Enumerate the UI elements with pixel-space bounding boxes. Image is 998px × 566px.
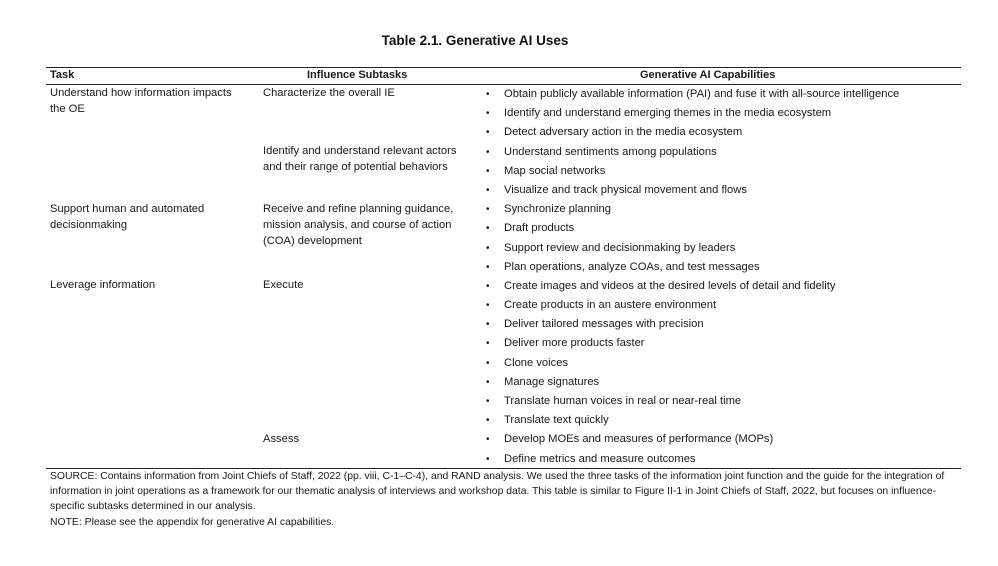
subtask-cell: Execute: [263, 279, 304, 291]
capability-text: Visualize and track physical movement and flows: [504, 183, 747, 196]
header-generative-ai-capabilities: Generative AI Capabilities: [640, 69, 776, 81]
capability-item: [486, 104, 899, 123]
capability-text: Create products in an austere environment: [504, 299, 717, 312]
capability-item: [486, 123, 899, 142]
generative-ai-uses-table: [46, 67, 961, 469]
table-body: [46, 85, 961, 469]
bullet-icon: •: [486, 184, 490, 196]
bullet-icon: •: [486, 357, 490, 369]
capability-text: Understand sentiments among populations: [504, 145, 717, 158]
bullet-icon: •: [486, 223, 490, 235]
capability-text: Synchronize planning: [504, 203, 611, 216]
capability-text: Translate text quickly: [504, 414, 609, 427]
capability-item: [486, 315, 899, 334]
header-task: Task: [50, 69, 75, 81]
capability-item: [486, 296, 899, 315]
capability-text: Obtain publicly available information (PAI) and fuse it with all-source intelligence: [504, 88, 900, 100]
capability-text: Deliver tailored messages with precision: [504, 318, 704, 331]
capability-item: [486, 162, 899, 181]
subtask-cell: Receive and refine planning guidance, mission analysis, and course of action (COA) development: [263, 203, 454, 247]
task-cell: Understand how information impacts the OE: [50, 87, 232, 115]
capability-text: Clone voices: [504, 356, 569, 369]
bullet-icon: •: [486, 261, 490, 273]
table-header: [46, 68, 961, 85]
subtask-cell: Characterize the overall IE: [263, 87, 395, 99]
capability-item: [486, 430, 899, 449]
capability-item: [486, 450, 899, 469]
bullet-icon: •: [486, 146, 490, 158]
bullet-icon: •: [486, 415, 490, 427]
bullet-icon: •: [486, 300, 490, 312]
bullet-icon: •: [486, 108, 490, 120]
source-note: SOURCE: Contains information from Joint Chiefs of Staff, 2022 (pp. viii, C-1–C-4), and RAND analysis. We used the three tasks of the information joint function and the guide for the integration of information in joint operations as a framework for our thematic analysis of interviews and workshop data. This table is similar to Figure II-1 in Joint Chiefs of Staff, 2022, but focuses on influence-specific subtasks determined in our analysis.: [50, 471, 945, 513]
capability-item: [486, 239, 899, 258]
bullet-icon: •: [486, 89, 490, 100]
capability-text: Define metrics and measure outcomes: [504, 452, 696, 465]
capability-item: [486, 85, 899, 104]
capability-item: [486, 411, 899, 430]
task-cell: Support human and automated decisionmaking: [50, 203, 205, 231]
capability-text: Create images and videos at the desired levels of detail and fidelity: [504, 279, 836, 292]
capability-item: [486, 219, 899, 238]
bullet-icon: •: [486, 204, 490, 216]
capability-item: [486, 143, 899, 162]
bullet-icon: •: [486, 338, 490, 350]
capability-item: [486, 258, 899, 277]
bullet-icon: •: [486, 319, 490, 331]
capability-text: Deliver more products faster: [504, 337, 645, 350]
table-title: Table 2.1. Generative AI Uses: [381, 33, 569, 48]
bullet-icon: •: [486, 127, 490, 139]
capability-item: [486, 392, 899, 411]
capability-text: Plan operations, analyze COAs, and test messages: [504, 260, 760, 273]
capability-item: [486, 277, 899, 296]
capability-text: Translate human voices in real or near-real time: [504, 395, 742, 407]
subtask-cell: Identify and understand relevant actors and their range of potential behaviors: [263, 145, 457, 173]
bullet-icon: •: [486, 165, 490, 177]
capability-text: Manage signatures: [504, 375, 600, 388]
capabilities-list: [486, 85, 899, 469]
bullet-icon: •: [486, 280, 490, 292]
bullet-icon: •: [486, 453, 490, 465]
header-influence-subtasks: Influence Subtasks: [307, 69, 408, 81]
capability-text: Support review and decisionmaking by leaders: [504, 241, 736, 254]
capability-text: Draft products: [504, 222, 575, 235]
task-cell: Leverage information: [50, 279, 156, 291]
appendix-note: NOTE: Please see the appendix for generative AI capabilities.: [50, 516, 335, 528]
capability-text: Identify and understand emerging themes in the media ecosystem: [504, 107, 832, 120]
bullet-icon: •: [486, 376, 490, 388]
capability-item: [486, 373, 899, 392]
capability-item: [486, 181, 899, 200]
capability-text: Map social networks: [504, 164, 606, 177]
capability-text: Detect adversary action in the media ecosystem: [504, 126, 743, 139]
bullet-icon: •: [486, 242, 490, 254]
table-notes: [50, 469, 960, 530]
capability-text: Develop MOEs and measures of performance (MOPs): [504, 433, 774, 446]
subtask-cell: Assess: [263, 433, 300, 445]
bullet-icon: •: [486, 396, 490, 407]
capability-item: [486, 354, 899, 373]
bullet-icon: •: [486, 434, 490, 446]
capability-item: [486, 200, 899, 219]
capability-item: [486, 334, 899, 353]
